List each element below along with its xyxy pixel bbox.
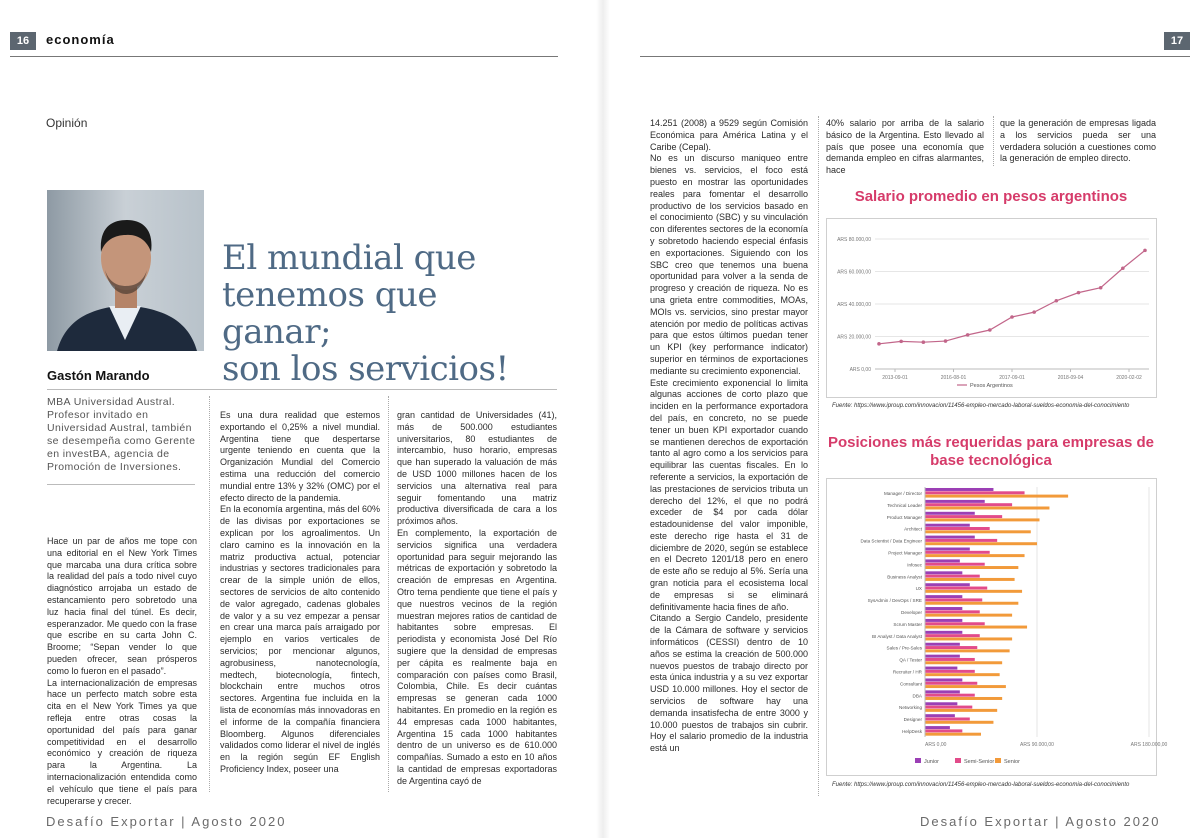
paragraph: No es un discurso maniqueo entre bienes vs. servicios, el foco está puesto en mostrar las oportunidades reales para fomentar el desarrollo productivo de los servicios basado en el conocimiento (SBC) y su vinculación con diferentes sectores de la economía y sobretodo haciendo especial énfasis en exportaciones. Siguiendo con los SBC creo que tenemos una buena oportunidad para volver a la senda de progreso y creación de riqueza. No es una grieta entre commodities, MOAs, MOIs vs. servicios, sino prestar mayor atención por medio de políticas activas para que estos últimos puedan tener un KPI (key performance indicator) superior en términos de exportaciones mediante su crecimiento exponencial. [650,153,808,376]
line-chart-point [1099,286,1103,290]
line-chart [826,218,1157,398]
bar-chart-category-label: Designer [903,717,922,723]
line-chart-point [877,342,881,346]
bar-chart-bar [925,673,1000,676]
paragraph: En la economía argentina, más del 60% de las divisas por exportaciones se explican por los agroalimentos. Un claro camino es la innovación en la matriz productiva actual, potenciar industrias y sectores tradicionales para crear de la simple unión de ellos, sectores de servicios de alto contenido de valor agregado, cadenas globales de valor y a su vez empezar a pensar en crear una marca país arraigado por ejemplo en varios verticales de servicios; por mencionar algunos, agrobusiness, nanotecnología, medtech, biotecnología, fintech, blockchain entre muchos otros sectores. Argentina fue incluida en la lista de economías más innovadoras en el informe de la compañía financiera Bloomberg. Algunos diferenciales validados como liderar el nivel de inglés en la región según EF English Proficiency Index, poseer una [220,504,380,774]
bar-chart-bar [925,488,993,491]
bar-chart-bar [925,610,980,613]
bar-chart-legend-label: Semi-Senior [964,759,995,765]
article-kicker: Opinión [46,116,88,130]
bar-chart-bar [925,685,1006,688]
bar-chart-bar [925,678,962,681]
column-divider [388,396,389,792]
header-rule-left [10,56,558,57]
bar-chart-bar [925,643,960,646]
bar-chart [826,478,1168,776]
bar-chart-bar [925,634,980,637]
bar-chart-category-label: Architect [904,526,922,532]
bar-chart-bar [925,607,962,610]
bar-chart-bar [925,587,987,590]
bar-chart-bar [925,646,977,649]
paragraph: Es una dura realidad que estemos exportando el 0,25% a nivel mundial. Argentina tiene que despertarse urgente teniendo en cuenta que la Organización Mundial del Comercio estima una reducción del comercio mundial entre 13% y 32% (OMC) por el efecto directo de la pandemia. [220,410,380,503]
line-chart-series-line [879,250,1145,343]
line-chart-svg [827,219,1158,399]
line-chart-point [944,339,948,343]
bar-chart-category-label: Product Manager [886,514,922,520]
article-column-1 [47,536,197,806]
bar-chart-bar [925,614,1012,617]
footer-right: Desafío Exportar | Agosto 2020 [920,814,1161,829]
bar-chart-bar [925,729,962,732]
line-chart-y-tick: ARS 20.000,00 [837,334,871,341]
bar-chart-legend-swatch [915,758,921,763]
line-chart-x-tick: 2017-09-01 [999,375,1025,381]
line-chart-y-tick: ARS 40.000,00 [837,302,871,308]
bar-chart-category-label: Consultant [900,681,922,687]
bar-chart-category-label: QA / Tester [899,657,922,663]
line-chart-x-tick: 2013-09-01 [882,375,908,381]
bar-chart-bar [925,658,975,661]
bar-chart-bar [925,690,960,693]
bar-chart-svg [827,479,1168,777]
bar-chart-category-label: Recruiter / HR [892,669,922,675]
bar-chart-bar [925,507,1049,510]
bar-chart-bar [925,554,1025,557]
paragraph: 40% salario por arriba de la salario básico de la Argentina. Esto llevado al país que posee una economía que demanda empleo en cifras alarmantes, hace [826,118,984,176]
column-divider [993,116,994,166]
bar-chart-bar [925,495,1068,498]
bar-chart-legend-swatch [995,758,1001,763]
bar-chart-bar [925,503,1012,506]
paragraph: En complemento, la exportación de servicios significa una verdadera oportunidad para seguir mejorando las métricas de exportación y sobretodo la creación de empresas en Argentina. Otro tema pendiente que tiene el país y que nuestros vecinos de la región muestran mejores ratios de cantidad de habitantes sobre empresas. El periodista y economista José Del Río sugiere que la densidad de empresas per cápita es realmente baja en comparación con países como Brasil, Colombia, Chile. Es decir cuántas empresas se generan cada 1000 habitantes. En promedio en la región es 44 empresas cada 1000 habitantes, Argentina 15 cada 1000 habitantes dentro de un universo es de 610.000 compañías. Sumado a esto en 10 años la cantidad de empresas exportadoras de Argentina cayó de [397,527,557,786]
bar-chart-category-label: Technical Leader [887,502,922,508]
header-rule-right [640,56,1190,57]
bar-chart-category-label: SysAdmin / DevOps / SRE [867,598,922,604]
line-chart-point [1032,310,1036,314]
bar-chart-bar [925,590,1022,593]
bar-chart-bar [925,726,950,729]
bar-chart-bar [925,655,960,658]
bar-chart-bar [925,518,1039,521]
article-column-4 [650,118,808,796]
bar-chart-bar [925,536,975,539]
bar-chart-bar [925,649,1010,652]
bar-chart-bar [925,697,1002,700]
page-gutter [596,0,610,838]
bar-chart-bar [925,670,975,673]
author-bio: MBA Universidad Austral. Profesor invitado en Universidad Austral, también se desempeña como Gerente en investBA, agencia de Promoción de Inversiones. [47,396,196,473]
bar-chart-x-tick: ARS 90.000,00 [1020,742,1054,748]
bar-chart-bar [925,661,1002,664]
author-name: Gastón Marando [47,368,150,383]
bar-chart-category-label: Business Analyst [887,574,922,580]
bar-chart-bar [925,717,970,720]
article-headline [222,240,522,388]
column-divider [818,116,819,796]
right-page-number: 17 [1164,32,1190,50]
bar-chart-category-label: UX [915,586,922,592]
line-chart-point [899,340,903,344]
bar-chart-bar [925,491,1025,494]
bar-chart-category-label: Data Scientist / Data Engineer [860,538,922,544]
line-chart-point [1055,299,1059,303]
paragraph: Este crecimiento exponencial lo limita algunas acciones de corto plazo que inciden en la performance exportadora del país, en concreto, no se puede tener un buen KPI exportador cuando se mantienen derechos de exportación tanto al agro como a los servicios para equilibrar las cuentas fiscales. En lo referente a servicios, la exportación de las prestaciones de servicios tributa un derecho del 12%, el que no podrá exceder de $4 por cada dólar estadounidense del valor imponible, este derecho rige hasta el 31 de diciembre de 2020, según se establece en el Decreto 1201/18 pero en enero de este año se redujo al 5%. Sería una gran noticia para el ecosistema local de empresas si se eliminará definitivamente hacia fines de año. [650,377,808,612]
bar-chart-bar [925,626,1027,629]
paragraph: Hace un par de años me tope con una editorial en el New York Times que marcaba una dura crítica sobre la realidad del país a todo nivel cuyo diagnóstico arrojaba un estado de estancamiento pero sobretodo una luz hacia final del túnel. Es decir, esperanzador. Me quedo con la frase que escribe en su carta John C. Broome; “Sepan vender lo que pueden ofrecer, sean prósperos como lo fueron en el pasado”. [47,536,197,676]
bar-chart-bar [925,571,962,574]
line-chart-point [922,340,926,344]
bar-chart-category-label: Infosec [907,562,922,568]
bar-chart-bar [925,524,970,527]
bar-chart-bar [925,602,1018,605]
bar-chart-bar [925,637,1012,640]
bar-chart-bar [925,622,985,625]
line-chart-point [1010,315,1014,319]
bar-chart-title: Posiciones más requeridas para empresas de base tecnológica [828,434,1154,469]
bar-chart-category-label: BI Analyst / Data Analyst [871,633,922,639]
article-column-6 [1000,118,1156,166]
bar-chart-source: Fuente: https://www.iproup.com/innovacion/11456-empleo-mercado-laboral-sueldos-economia-del-conocimiento [832,782,1130,788]
bar-chart-bar [925,548,970,551]
paragraph: Citando a Sergio Candelo, presidente de la Cámara de software y servicios informáticos (CESSI) dentro de 10 años se estima la creación de 500.000 nuevos puestos de trabajo directo por esta única industria y a su vez exportar USD 10.000 millones. Hoy el sector de servicios de software hay una demanda insatisfecha de entre 3000 y 10.000 puestos de trabajos sin cubrir. Hoy el salario promedio de la industria está un [650,613,808,754]
bar-chart-category-label: Networking [899,705,922,711]
bar-chart-category-label: Sales / Pre-Sales [886,645,922,651]
paragraph: La internacionalización de empresas hace un perfecto match sobre esta cita en el New York Times ya que refleja entre otras cosas la oportunidad del país para ganar competitividad en el desarrollo económico y creación de riqueza para la Argentina. La internacionalización entendida como el vehículo que tiene el país para recuperarse y crecer. [47,677,197,806]
line-chart-point [988,328,992,332]
bar-chart-bar [925,598,982,601]
bar-chart-category-label: Manager / Director [883,490,922,496]
bar-chart-bar [925,733,981,736]
bar-chart-bar [925,595,962,598]
bar-chart-bar [925,702,957,705]
bar-chart-bar [925,714,955,717]
bar-chart-bar [925,539,997,542]
bar-chart-legend-label: Senior [1004,759,1020,765]
bar-chart-category-label: Scrum Master [893,621,922,627]
line-chart-source: Fuente: https://www.iproup.com/innovacion/11456-empleo-mercado-laboral-sueldos-economia-del-conocimiento [832,403,1130,409]
bar-chart-category-label: DBA [912,693,922,699]
bar-chart-category-label: Project Manager [888,550,922,556]
line-chart-point [1077,291,1081,295]
bar-chart-bar [925,619,962,622]
left-page-number: 16 [10,32,36,50]
bar-chart-bar [925,667,957,670]
bar-chart-bar [925,527,990,530]
paragraph: gran cantidad de Universidades (41), más de 500.000 estudiantes universitarios, 80 estudiantes de intercambio, huso horario, empresas que han superado la valuación de más de USD 1000 millones hacen de los servicios una alternativa real para seguir fomentando una matriz productiva diversificada de cara a los próximos años. [397,410,557,527]
line-chart-x-tick: 2018-09-04 [1057,375,1084,381]
bar-chart-category-label: Developer [901,610,922,615]
bar-chart-x-tick: ARS 0,00 [925,742,947,748]
line-chart-y-tick: ARS 80.000,00 [837,237,871,243]
bar-chart-bar [925,551,990,554]
article-column-3 [397,410,557,794]
line-chart-point [1143,249,1147,253]
bar-chart-bar [925,721,993,724]
column-divider [209,396,210,792]
line-chart-point [966,333,970,337]
line-chart-legend-label: Pesos Argentinos [970,383,1013,389]
footer-left: Desafío Exportar | Agosto 2020 [46,814,287,829]
bar-chart-legend-swatch [955,758,961,763]
bar-chart-bar [925,563,985,566]
line-chart-y-tick: ARS 60.000,00 [837,269,871,276]
bar-chart-bar [925,530,1031,533]
bar-chart-category-label: HelpDesk [902,729,922,735]
bar-chart-bar [925,578,1015,581]
bar-chart-bar [925,631,962,634]
headline-line-1: El mundial que [222,238,476,278]
bar-chart-bar [925,515,1002,518]
bar-chart-x-tick: ARS 180.000,00 [1130,742,1168,748]
bar-chart-bar [925,559,960,562]
bar-chart-bar [925,566,1018,569]
bar-chart-bar [925,694,975,697]
article-column-2 [220,410,380,794]
bar-chart-bar [925,583,970,586]
line-chart-point [1121,266,1125,270]
headline-line-2: tenemos que ganar; [222,275,438,352]
section-title: economía [46,32,115,47]
line-chart-x-tick: 2016-08-01 [940,375,967,381]
bar-chart-bar [925,709,997,712]
bar-chart-bar [925,500,985,503]
bar-chart-bar [925,542,1037,545]
headline-line-3: son los servicios! [222,349,509,389]
bar-chart-bar [925,682,977,685]
paragraph: que la generación de empresas ligada a los servicios pueda ser una verdadera solución a cuestiones como la generación de empleo directo. [1000,118,1156,164]
author-rule [47,389,557,390]
bio-rule [47,484,195,485]
line-chart-x-tick: 2020-02-02 [1116,375,1142,381]
bar-chart-bar [925,706,972,709]
paragraph: 14.251 (2008) a 9529 según Comisión Económica para América Latina y el Caribe (Cepal). [650,118,808,152]
bar-chart-bar [925,512,975,515]
line-chart-y-tick: ARS 0,00 [849,367,871,373]
author-photo [47,190,204,351]
bar-chart-legend-label: Junior [924,759,939,765]
line-chart-title: Salario promedio en pesos argentinos [854,188,1128,205]
bar-chart-bar [925,575,980,578]
article-column-5 [826,118,984,176]
